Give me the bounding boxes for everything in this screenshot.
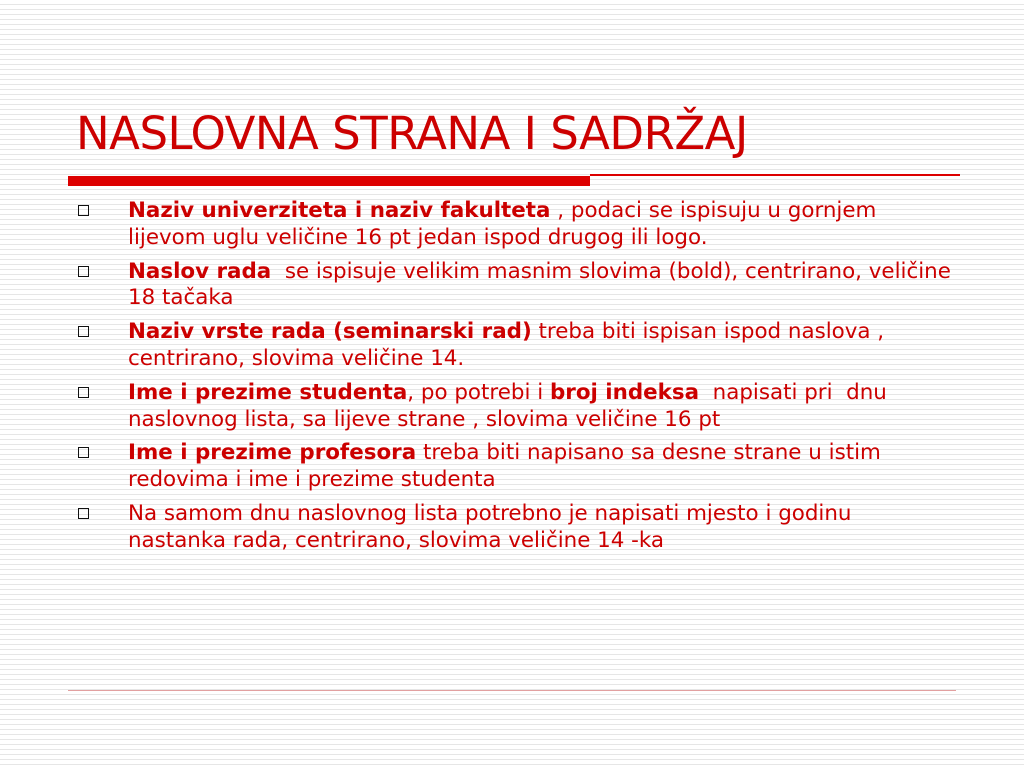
bullet-text	[128, 380, 900, 432]
list-item	[74, 440, 954, 494]
bullet-plain-text-secondary: napisati pri dnu naslovnog lista, sa lijeve strane , slovima veličine 16 pt	[128, 379, 901, 432]
list-item	[74, 319, 954, 373]
bullet-bold-text-secondary: broj indeksa	[549, 379, 700, 405]
bullet-bold-text: Ime i prezime profesora	[128, 440, 417, 466]
bullet-text	[128, 319, 884, 371]
hollow-square-icon	[78, 326, 89, 337]
list-item	[74, 501, 954, 555]
bullet-text	[128, 259, 958, 311]
bullet-text	[128, 501, 852, 553]
bullet-list	[74, 198, 958, 562]
hollow-square-icon	[78, 508, 89, 519]
title-underline-thick	[68, 176, 590, 186]
bullet-text	[128, 198, 876, 250]
bullet-bold-text: Naziv univerziteta i naziv fakulteta	[128, 198, 551, 223]
footer-divider	[68, 690, 956, 691]
bullet-plain-text: treba biti ispisan ispod naslova , centrirano, slovima veličine 14.	[128, 319, 885, 371]
bullet-plain-text: , podaci se ispisuju u gornjem lijevom uglu veličine 16 pt jedan ispod drugog ili logo.	[128, 198, 877, 250]
bullet-bold-text: Naziv vrste rada (seminarski rad)	[128, 319, 532, 345]
list-item	[74, 380, 954, 434]
bullet-bold-text: Naslov rada	[128, 258, 272, 284]
bullet-plain-text: Na samom dnu naslovnog lista potrebno je napisati mjesto i godinu nastanka rada, centrirano, slovima veličine 14 -ka	[128, 500, 852, 553]
hollow-square-icon	[78, 205, 89, 216]
bullet-text	[128, 440, 881, 492]
slide-title: NASLOVNA STRANA I SADRŽAJ	[76, 107, 748, 160]
hollow-square-icon	[78, 387, 89, 398]
bullet-plain-text: , po potrebi i	[407, 379, 550, 405]
bullet-bold-text: Ime i prezime studenta	[128, 379, 408, 405]
title-underline-thin	[590, 174, 960, 176]
list-item	[74, 198, 954, 252]
list-item	[74, 258, 958, 313]
hollow-square-icon	[78, 266, 89, 277]
hollow-square-icon	[78, 447, 89, 458]
bullet-plain-text: treba biti napisano sa desne strane u istim redovima i ime i prezime studenta	[128, 440, 881, 493]
bullet-plain-text: se ispisuje velikim masnim slovima (bold), centrirano, veličine 18 tačaka	[128, 258, 958, 311]
